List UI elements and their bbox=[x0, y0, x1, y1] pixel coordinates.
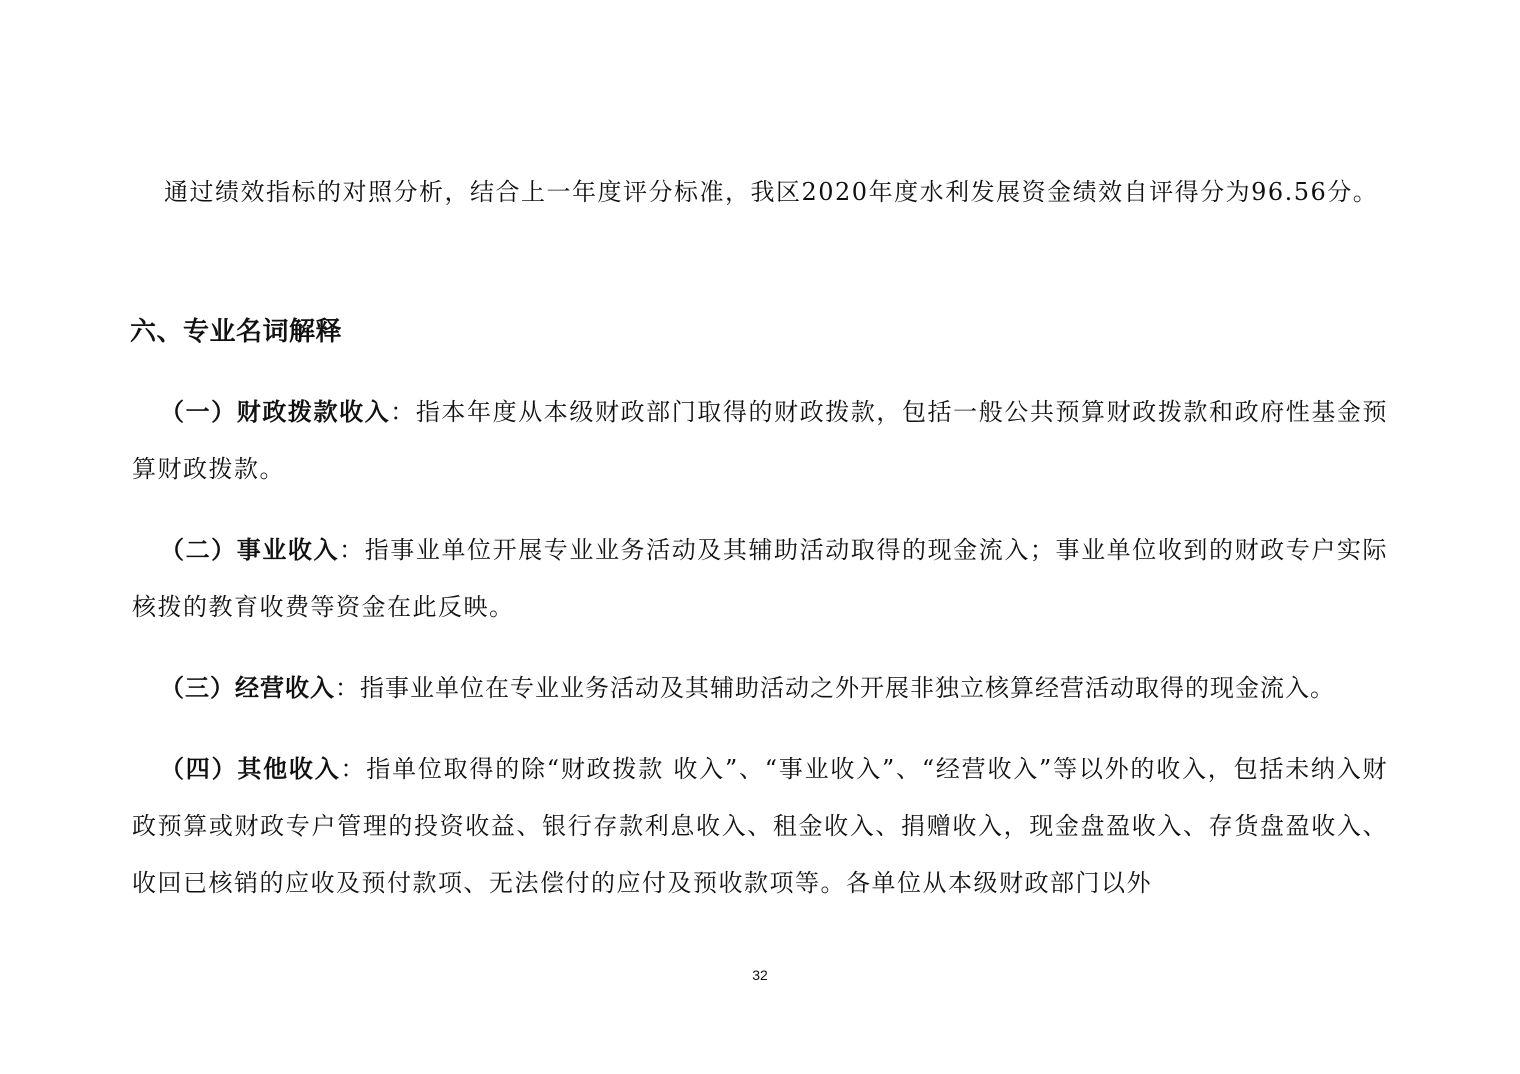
definition-text: ：指事业单位开展专业业务活动及其辅助活动取得的现金流入；事业单位收到的财政专户实际核拨的教育收费等资金在此反映。 bbox=[132, 536, 1389, 621]
intro-text: 通过绩效指标的对照分析，结合上一年度评分标准，我区2020年度水利发展资金绩效自评得分为96.56分。 bbox=[164, 178, 1379, 206]
intro-paragraph bbox=[164, 164, 1388, 221]
definition-paragraph bbox=[132, 384, 1388, 498]
definition-term: （三）经营收入 bbox=[160, 674, 335, 702]
definition-paragraph bbox=[132, 660, 1388, 717]
definition-term: （二）事业收入 bbox=[160, 536, 340, 564]
definition-text: ：指单位取得的除“财政拨款 收入”、“事业收入”、“经营收入”等以外的收入，包括未纳入财政预算或财政专户管理的投资收益、银行存款利息收入、租金收入、捐赠收入，现金盘盈收入、存货盘盈收入、收回已核销的应收及预付款项、无法偿付的应付及预收款项等。各单位从本级财政部门以外 bbox=[132, 755, 1388, 897]
definition-term: （一）财政拨款收入 bbox=[160, 398, 391, 426]
definition-term: （四）其他收入 bbox=[160, 755, 341, 783]
page-number: 32 bbox=[752, 967, 768, 983]
definition-paragraph bbox=[132, 741, 1388, 912]
definition-paragraph bbox=[132, 522, 1388, 636]
section-heading: 六、专业名词解释 bbox=[130, 317, 343, 347]
definition-text: ：指本年度从本级财政部门取得的财政拨款，包括一般公共预算财政拨款和政府性基金预算财政拨款。 bbox=[132, 398, 1388, 483]
definition-text: ：指事业单位在专业业务活动及其辅助活动之外开展非独立核算经营活动取得的现金流入。 bbox=[335, 674, 1335, 702]
